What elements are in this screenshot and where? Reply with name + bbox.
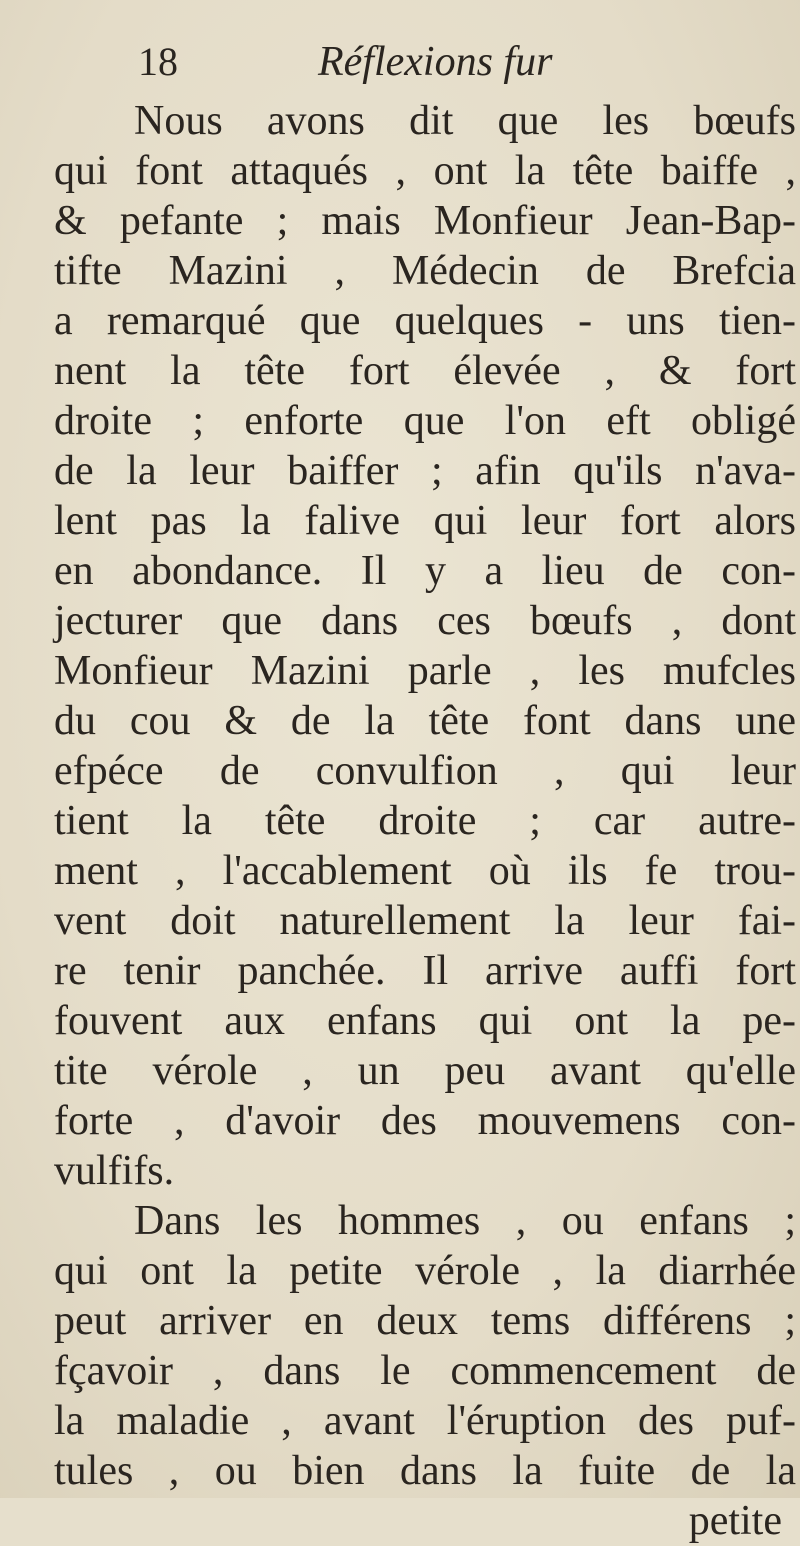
- text-line: droite ; enforte que l'on eft obligé: [54, 398, 796, 444]
- body-text: [54, 96, 796, 1546]
- page-number: 18: [138, 39, 178, 84]
- text-line: Nous avons dit que les bœufs: [134, 98, 796, 144]
- catchword: petite: [688, 1498, 782, 1544]
- text-line: du cou & de la tête font dans une: [54, 698, 796, 744]
- text-line: jecturer que dans ces bœufs , dont: [54, 598, 796, 644]
- page-header: [138, 38, 698, 88]
- text-line: de la leur baiffer ; afin qu'ils n'ava-: [54, 448, 796, 494]
- text-line: ment , l'accablement où ils fe trou-: [54, 848, 796, 894]
- text-line: fouvent aux enfans qui ont la pe-: [54, 998, 796, 1044]
- text-line: lent pas la falive qui leur fort alors: [54, 498, 796, 544]
- text-line: vulfifs.: [54, 1148, 175, 1194]
- running-title: Réflexions fur: [318, 39, 553, 85]
- text-line: qui font attaqués , ont la tête baiffe ,: [54, 148, 796, 194]
- text-line: peut arriver en deux tems différens ;: [54, 1298, 796, 1344]
- text-line: nent la tête fort élevée , & fort: [54, 348, 796, 394]
- text-line: & pefante ; mais Monfieur Jean-Bap-: [54, 198, 796, 244]
- text-line: tifte Mazini , Médecin de Brefcia: [54, 248, 796, 294]
- text-line: Monfieur Mazini parle , les mufcles: [54, 648, 796, 694]
- text-line: a remarqué que quelques - uns tien-: [54, 298, 796, 344]
- text-line: en abondance. Il y a lieu de con-: [54, 548, 796, 594]
- text-line: Dans les hommes , ou enfans ;: [134, 1198, 796, 1244]
- text-line: vent doit naturellement la leur fai-: [54, 898, 796, 944]
- text-line: tules , ou bien dans la fuite de la: [54, 1448, 796, 1494]
- text-line: re tenir panchée. Il arrive auffi fort: [54, 948, 796, 994]
- text-line: la maladie , avant l'éruption des puf-: [54, 1398, 796, 1444]
- text-line: fçavoir , dans le commencement de: [54, 1348, 796, 1394]
- text-line: qui ont la petite vérole , la diarrhée: [54, 1248, 796, 1294]
- text-line: efpéce de convulfion , qui leur: [54, 748, 796, 794]
- text-line: tite vérole , un peu avant qu'elle: [54, 1048, 796, 1094]
- text-line: forte , d'avoir des mouvemens con-: [54, 1098, 796, 1144]
- text-line: tient la tête droite ; car autre-: [54, 798, 796, 844]
